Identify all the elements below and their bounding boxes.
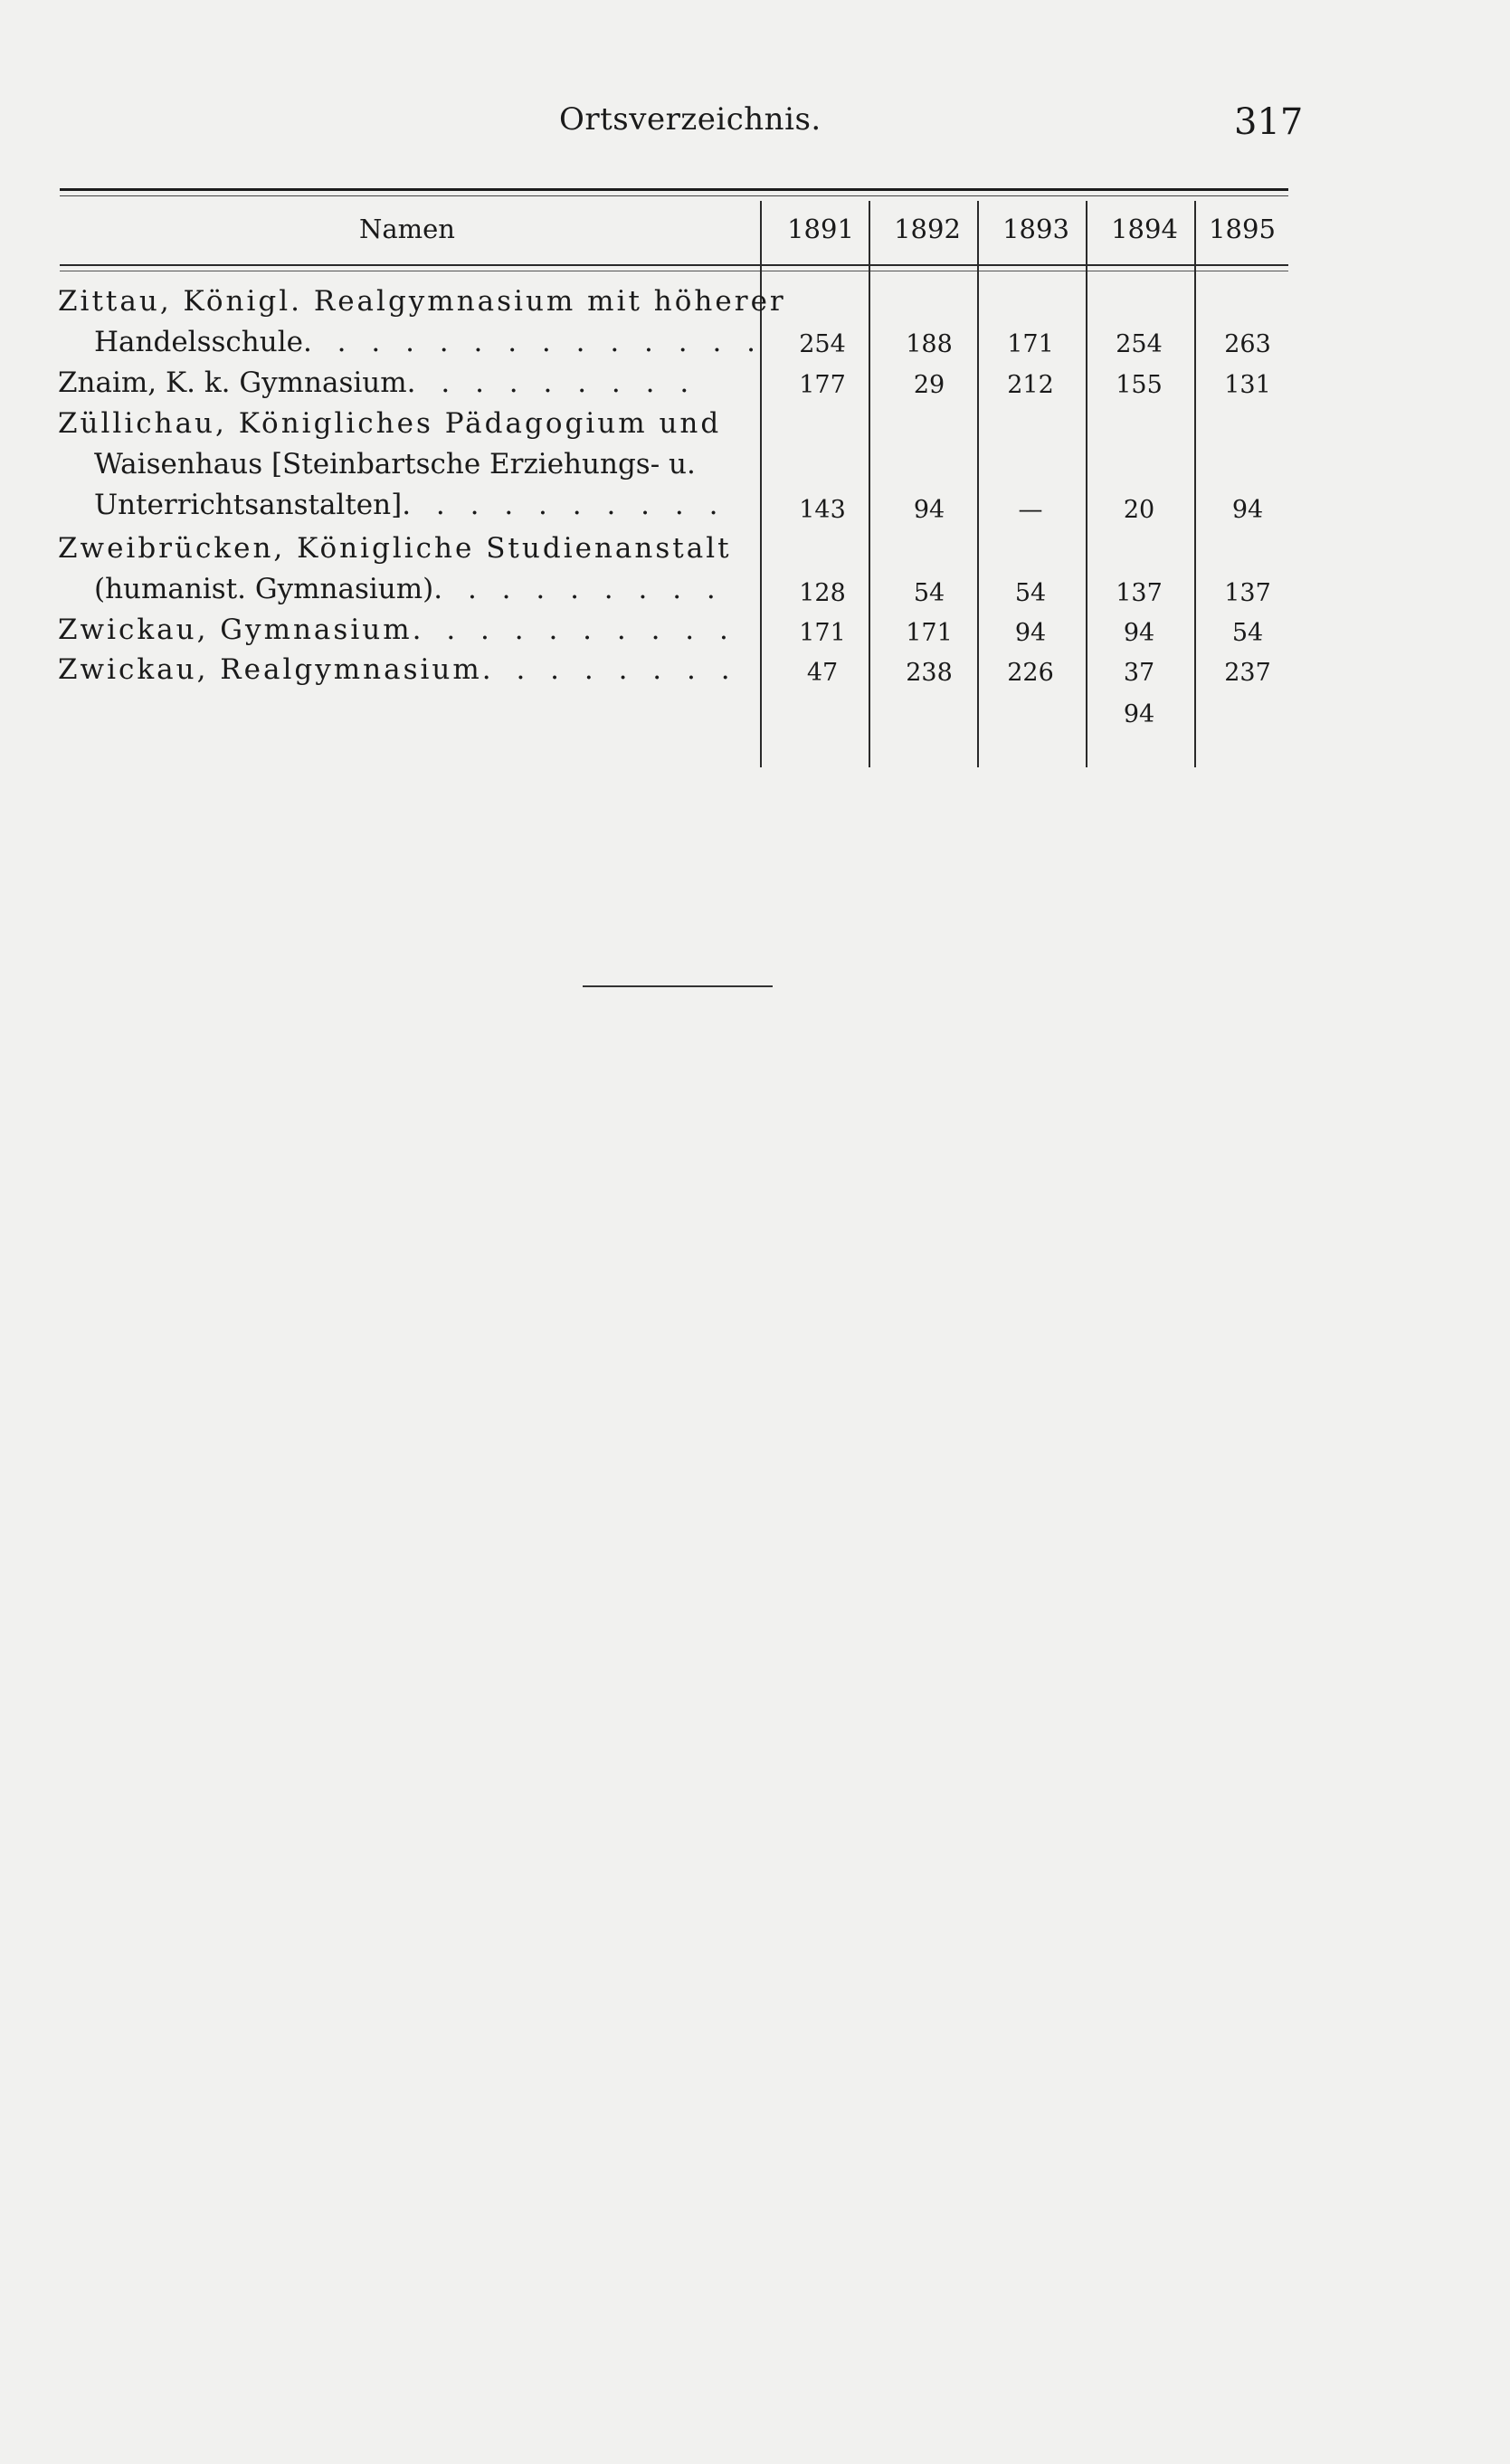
table-cell-value: 94	[913, 496, 945, 524]
column-divider-1893	[1086, 201, 1087, 767]
table-cell-value: 54	[1231, 619, 1264, 647]
table-cell-value: 171	[799, 619, 846, 647]
table-cell-value: 37	[1123, 659, 1155, 687]
section-end-rule	[583, 985, 773, 987]
column-header-1891: 1891	[787, 214, 854, 244]
column-divider-1891	[869, 201, 870, 767]
table-row-name: Zittau, Königl. Realgymnasium mit höherer	[58, 285, 786, 318]
table-cell-value: 54	[913, 579, 945, 607]
table-cell-value: 137	[1224, 579, 1271, 607]
table-cell-value: 94	[1014, 619, 1047, 647]
table-cell-value: 226	[1007, 659, 1054, 687]
table-cell-value: 47	[806, 659, 839, 687]
table-cell-value: 131	[1224, 371, 1271, 399]
page-number: 317	[1234, 101, 1304, 143]
table-cell-value: 20	[1123, 496, 1155, 524]
table-row-name: Zweibrücken, Königliche Studienanstalt	[58, 532, 732, 565]
table-cell-value: 177	[799, 371, 846, 399]
table-top-rule-thin	[60, 195, 1288, 196]
table-row-name: Züllichau, Königliches Pädagogium und	[58, 407, 722, 440]
table-cell-value: —	[1018, 496, 1043, 524]
table-cell-value: 155	[1116, 371, 1163, 399]
table-cell-value: 237	[1224, 659, 1271, 687]
table-cell-value: 128	[799, 579, 846, 607]
table-row-name: Handelsschule. . . . . . . . . . . . . .	[94, 326, 764, 358]
table-row-name: Unterrichtsanstalten]. . . . . . . . . .	[94, 489, 727, 521]
table-cell-value: 238	[906, 659, 953, 687]
table-cell-value: 143	[799, 496, 846, 524]
table-cell-value: 29	[913, 371, 945, 399]
column-header-1893: 1893	[1002, 214, 1069, 244]
table-header-rule	[60, 264, 1288, 266]
table-cell-value: 171	[1007, 330, 1054, 358]
table-cell-value: 254	[799, 330, 846, 358]
table-row-name: Znaim, K. k. Gymnasium. . . . . . . . .	[58, 366, 698, 399]
table-cell-value: 94	[1231, 496, 1264, 524]
table-row-name: (humanist. Gymnasium). . . . . . . . .	[94, 573, 724, 605]
column-header-1895: 1895	[1209, 214, 1276, 244]
table-cell-value: 212	[1007, 371, 1054, 399]
column-header-namen: Namen	[358, 214, 455, 244]
running-title: Ortsverzeichnis.	[559, 101, 821, 138]
table-cell-value-extra: 94	[1123, 700, 1155, 728]
table-top-rule	[60, 188, 1288, 191]
table-cell-value: 94	[1123, 619, 1155, 647]
table-cell-value: 171	[906, 619, 953, 647]
table-cell-value: 254	[1116, 330, 1163, 358]
table-row-name: Zwickau, Realgymnasium. . . . . . . .	[58, 653, 738, 686]
table-cell-value: 54	[1014, 579, 1047, 607]
table-cell-value: 188	[906, 330, 953, 358]
column-divider-1892	[977, 201, 979, 767]
table-cell-value: 263	[1224, 330, 1271, 358]
table-cell-value: 137	[1116, 579, 1163, 607]
column-divider-1894	[1194, 201, 1196, 767]
table-row-name: Waisenhaus [Steinbartsche Erziehungs- u.	[94, 448, 696, 480]
column-header-1892: 1892	[894, 214, 961, 244]
table-row-name: Zwickau, Gymnasium. . . . . . . . . .	[58, 614, 736, 646]
column-header-1894: 1894	[1111, 214, 1178, 244]
